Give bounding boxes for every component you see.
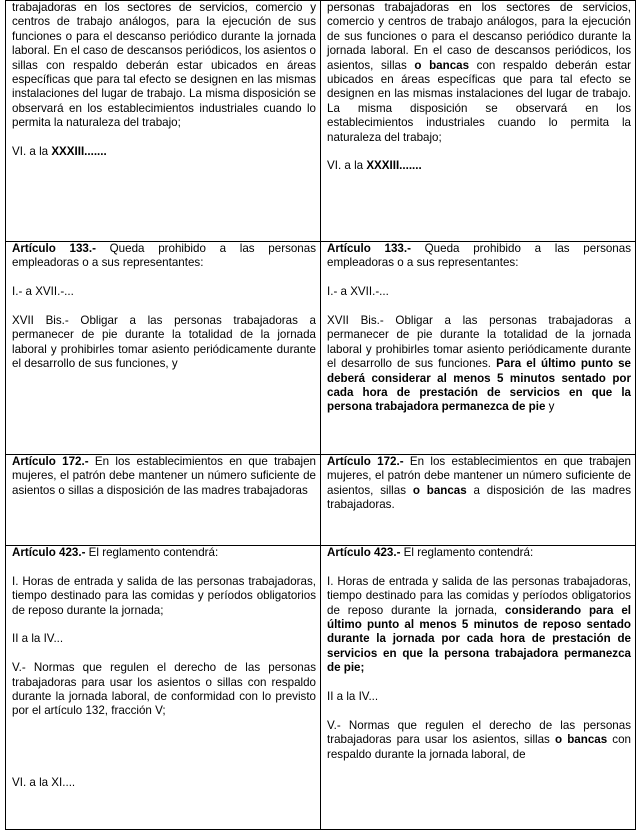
- comparison-table: [5, 0, 636, 830]
- added-text: Para el último punto se deberá considerar al menos 5 minutos sentado por cada hora de prestación de servicios en que la persona trabajadora permanezca de pie: [327, 357, 631, 414]
- paragraph: V.- Normas que regulen el derecho de las personas trabajadoras para usar los asientos o sillas con respaldo durante la jornada laboral, de conformidad con lo previsto por el artículo 132, fracción V;: [12, 661, 316, 718]
- text-span: Queda prohibido a las personas empleadoras o a sus representantes:: [12, 242, 317, 270]
- paragraph: I.- a XVII.-...: [12, 285, 74, 299]
- text-span: El reglamento contendrá:: [400, 546, 534, 559]
- paragraph: [327, 546, 631, 560]
- fraction-range-bold: XXXIII.......: [366, 159, 422, 173]
- fraction-range-bold: XXXIII.......: [51, 145, 107, 159]
- paragraph: I. Horas de entrada y salida de las personas trabajadoras, tiempo destinado para las comidas y períodos obligatorios de reposo durante la jornada;: [12, 574, 316, 617]
- fraction-range: VI. a la: [12, 145, 52, 159]
- text-span: En los establecimientos en que trabajen mujeres, el patrón debe mantener un número suficiente de asientos o sillas a disposición de las madres trabajadoras: [12, 455, 316, 497]
- paragraph: [327, 1, 631, 145]
- text-span: personas trabajadoras en los sectores de servicios, comercio y centros de trabajo análogos, para la ejecución de sus funciones o para el descanso periódico durante la jornada laboral. En el caso de descansos periódicos, los asientos, sillas: [327, 1, 631, 72]
- paragraph: [327, 242, 631, 271]
- added-text: o bancas: [412, 483, 467, 497]
- added-text: o bancas: [555, 733, 608, 747]
- paragraph: [327, 455, 631, 513]
- text-span: XVII Bis.- Obligar a las personas trabajadoras a permanecer de pie durante la totalidad de la jornada laboral y prohibirles tomar asiento periódicamente durante el desarrollo de sus funciones.: [327, 314, 631, 371]
- paragraph: [12, 242, 316, 271]
- added-text: o bancas: [414, 58, 470, 72]
- article-heading: Artículo 423.-: [327, 546, 401, 559]
- proposed-text-cell: [321, 455, 636, 546]
- text-span: En los establecimientos en que trabajen mujeres, el patrón debe mantener un número suficiente de asientos, sillas: [327, 455, 631, 497]
- article-heading: Artículo 133.-: [327, 242, 411, 255]
- paragraph: [327, 314, 631, 415]
- paragraph: [12, 145, 316, 159]
- paragraph: I.- a XVII.-...: [327, 285, 389, 299]
- paragraph: XVII Bis.- Obligar a las personas trabajadoras a permanecer de pie durante la totalidad de la jornada laboral y prohibirles tomar asiento periódicamente durante el desarrollo de sus funciones, y: [12, 314, 316, 371]
- text-span: y: [545, 400, 555, 414]
- table-row: [6, 455, 636, 546]
- current-text-cell: [6, 242, 321, 455]
- current-text-cell: [6, 1, 321, 242]
- paragraph: II a la IV...: [327, 690, 379, 704]
- paragraph: [327, 575, 631, 676]
- proposed-text-cell: [321, 1, 636, 242]
- paragraph: II a la IV...: [12, 632, 64, 646]
- article-heading: Artículo 172.-: [12, 455, 89, 468]
- paragraph: trabajadoras en los sectores de servicios, comercio y centros de trabajo análogos, para la ejecución de sus funciones o para el descanso periódico durante la jornada laboral. En el caso de descansos periódicos, los asientos o sillas con respaldo deberán estar ubicados en áreas específicas que para tal efecto se designen en las mismas instalaciones del lugar de trabajo. La misma disposición se observará en los establecimientos industriales cuando lo permita la naturaleza del trabajo;: [12, 1, 316, 130]
- text-span: V.- Normas que regulen el derecho de las personas trabajadoras para usar los asientos, sillas: [327, 718, 631, 747]
- text-span: El reglamento contendrá:: [85, 546, 219, 559]
- article-heading: Artículo 133.-: [12, 242, 96, 255]
- article-heading: Artículo 172.-: [327, 455, 404, 468]
- table-row: [6, 242, 636, 455]
- paragraph: [12, 455, 316, 498]
- text-span: Queda prohibido a las personas empleadoras o a sus representantes:: [327, 242, 632, 270]
- paragraph: [327, 719, 631, 762]
- proposed-text-cell: [321, 546, 636, 830]
- table-row: [6, 546, 636, 830]
- paragraph: [12, 546, 316, 560]
- text-span: I. Horas de entrada y salida de las personas trabajadoras, tiempo destinado para las comidas y períodos obligatorios de reposo durante la jornada,: [327, 574, 631, 617]
- current-text-cell: [6, 455, 321, 546]
- current-text-cell: [6, 546, 321, 830]
- text-span: con respaldo durante la jornada laboral, de: [327, 733, 631, 761]
- paragraph: [327, 159, 631, 173]
- table-row: [6, 1, 636, 242]
- fraction-range: VI. a la: [327, 159, 367, 173]
- proposed-text-cell: [321, 242, 636, 455]
- paragraph: VI. a la XI....: [12, 776, 76, 790]
- article-heading: Artículo 423.-: [12, 546, 86, 559]
- added-text: considerando para el último punto al menos 5 minutos de reposo sentado durante la jornada por cada hora de prestación de servicios en que la persona trabajadora permanezca de pie;: [327, 603, 631, 675]
- text-span: a disposición de las madres trabajadoras.: [327, 483, 631, 512]
- text-span: con respaldo deberán estar ubicados en áreas específicas que para tal efecto se designen en las mismas instalaciones del lugar de trabajo. La misma disposición se observará en los establecimientos industriales cuando lo permita la naturaleza del trabajo;: [327, 58, 631, 144]
